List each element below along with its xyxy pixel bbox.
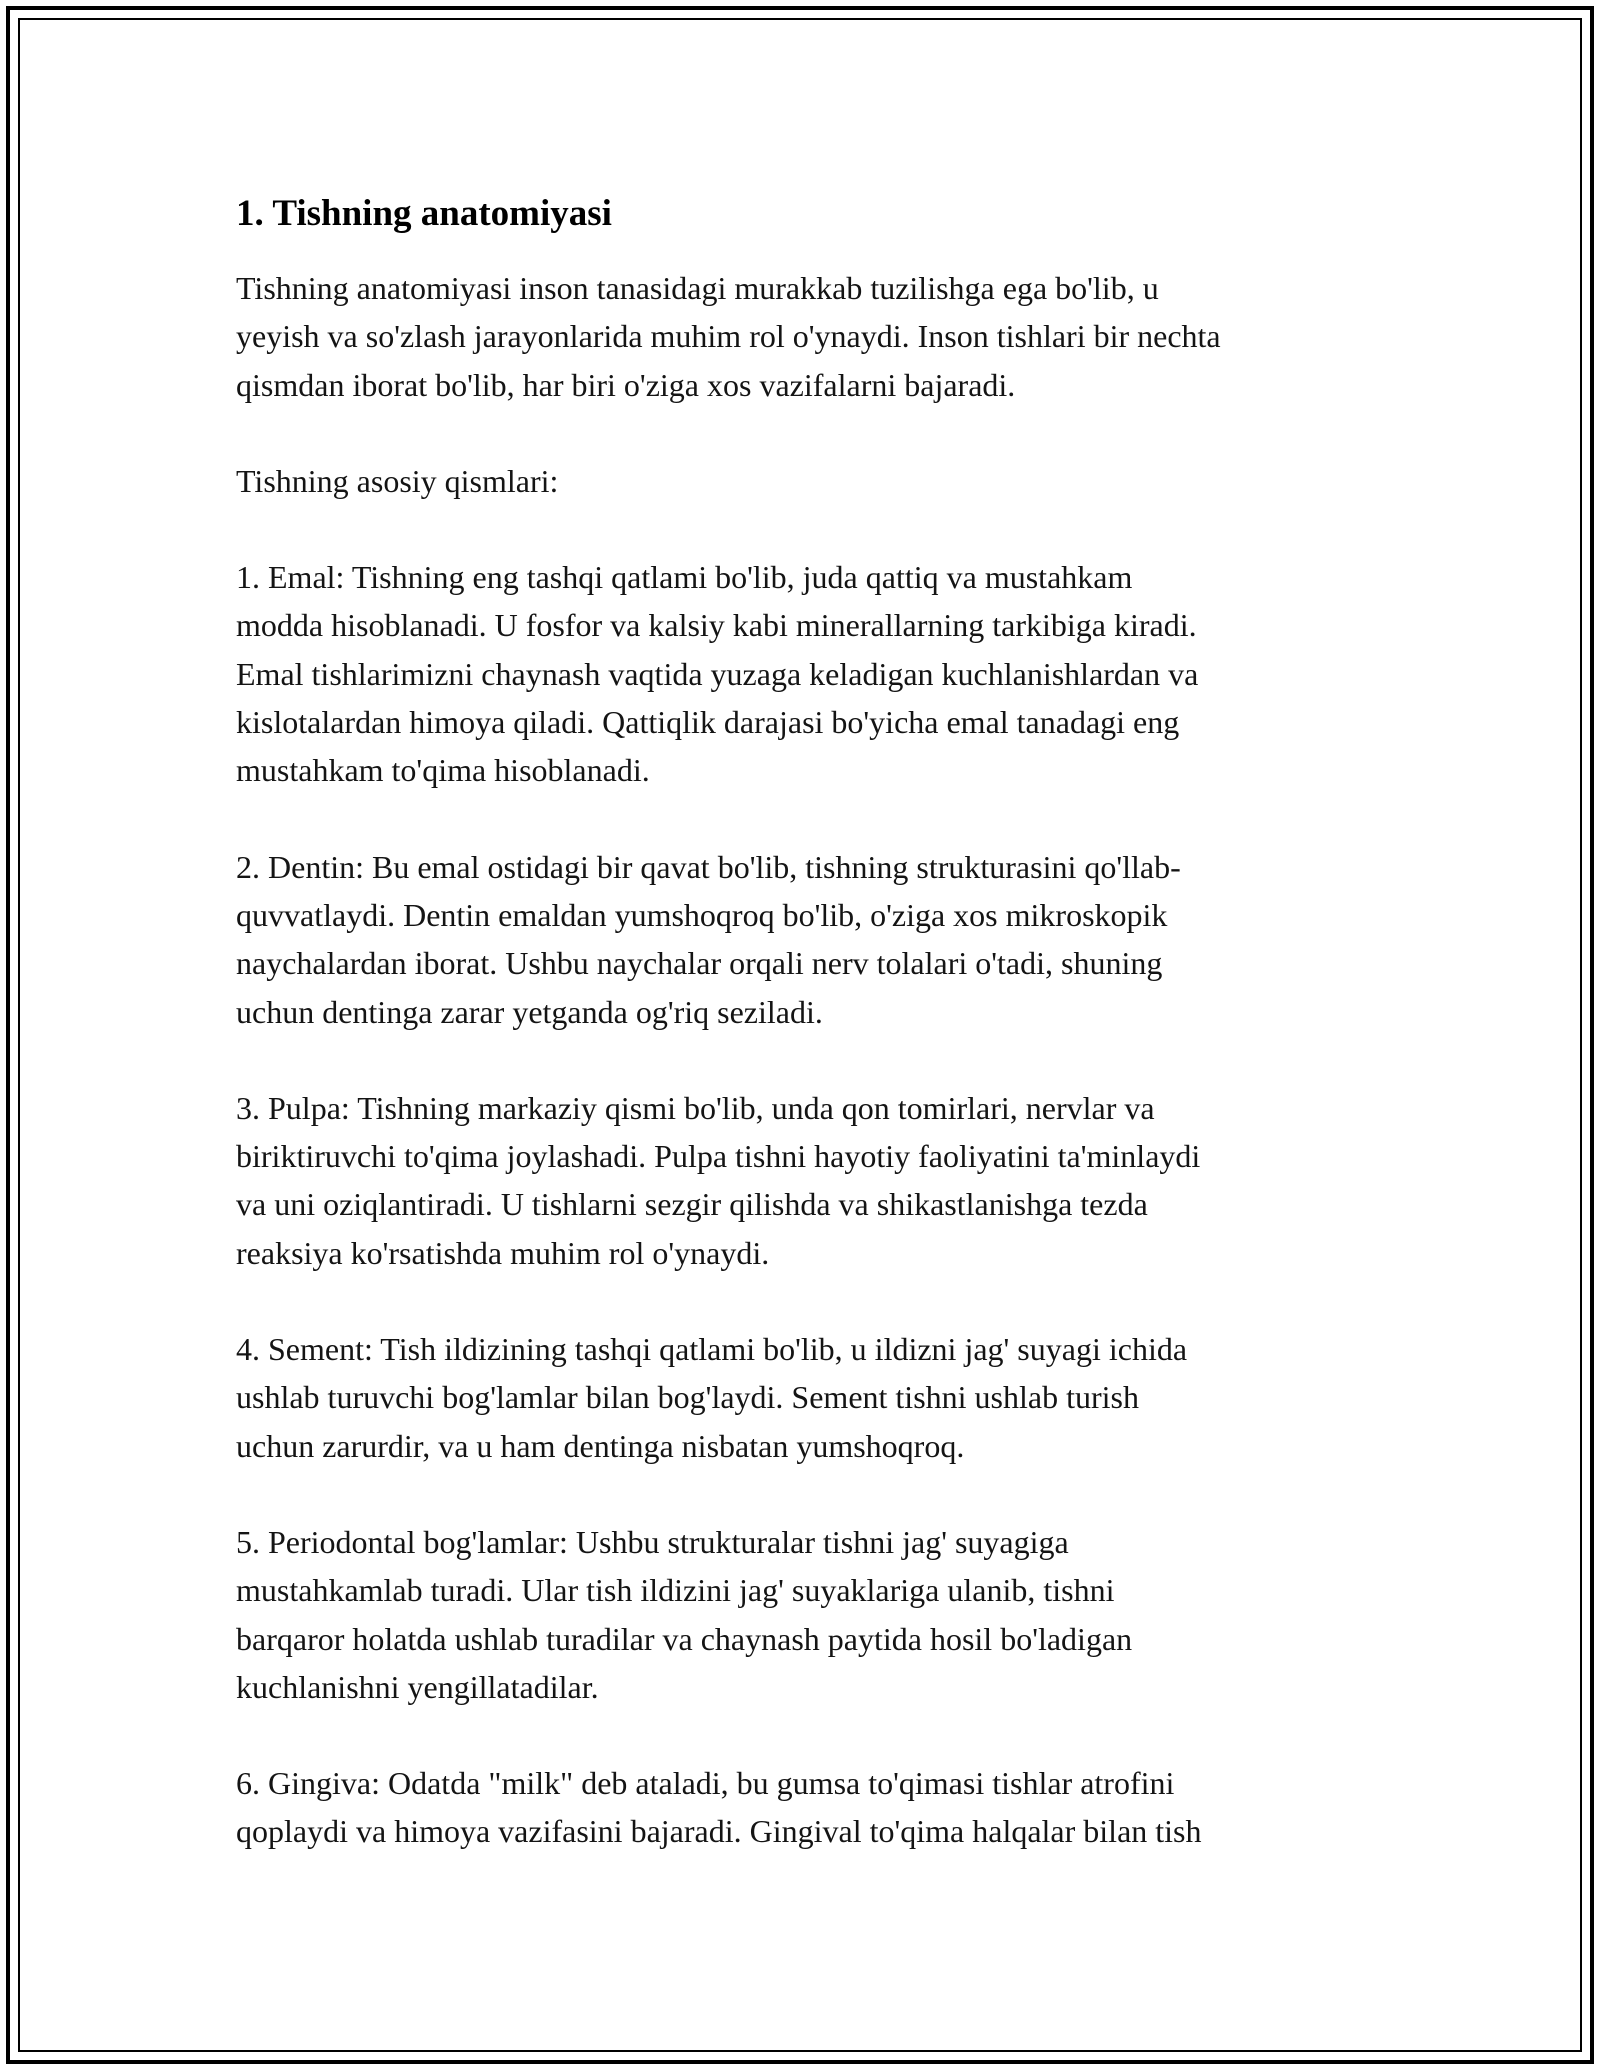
parts-lead-in: Tishning asosiy qismlari: — [236, 462, 559, 499]
item-gingiva: 6. Gingiva: Odatda "milk" deb ataladi, bu gumsa to'qimasi tishlar atrofini qoplaydi va himoya vazifasini bajaradi. Gingival to'qima halqalar bilan tish — [236, 1765, 1202, 1850]
section-heading: 1. Tishning anatomiyasi — [236, 193, 612, 234]
item-sement: 4. Sement: Tish ildizining tashqi qatlami bo'lib, u ildizni jag' suyagi ichida ushlab turuvchi bog'lamlar bilan bog'laydi. Sement tishni ushlab turish uchun zarurdir, va u ham dentinga nisbatan yumshoqroq. — [236, 1331, 1188, 1464]
document-body — [236, 190, 1376, 1856]
item-dentin: 2. Dentin: Bu emal ostidagi bir qavat bo'lib, tishning strukturasini qo'llab- quvvatlaydi. Dentin emaldan yumshoqroq bo'lib, o'ziga xos mikroskopik naychalardan iborat. Ushbu naychalar orqali nerv tolalari o'tadi, shuning uchun dentinga zarar yetganda og'riq seziladi. — [236, 848, 1181, 1030]
intro-paragraph: Tishning anatomiyasi inson tanasidagi murakkab tuzilishga ega bo'lib, u yeyish va so'zlash jarayonlarida muhim rol o'ynaydi. Inson tishlari bir nechta qismdan iborat bo'lib, har biri o'ziga xos vazifalarni bajaradi. — [236, 270, 1221, 403]
item-emal: 1. Emal: Tishning eng tashqi qatlami bo'lib, juda qattiq va mustahkam modda hisoblanadi. U fosfor va kalsiy kabi minerallarning tarkibiga kiradi. Emal tishlarimizni chaynash vaqtida yuzaga keladigan kuchlanishlardan va kislotalardan himoya qiladi. Qattiqlik darajasi bo'yicha emal tanadagi eng mustahkam to'qima hisoblanadi. — [236, 559, 1199, 789]
item-periodontal: 5. Periodontal bog'lamlar: Ushbu strukturalar tishni jag' suyagiga mustahkamlab turadi. Ular tish ildizini jag' suyaklariga ulanib, tishni barqaror holatda ushlab turadilar va chaynash paytida hosil bo'ladigan kuchlanishni yengillatadilar. — [236, 1523, 1133, 1705]
item-pulpa: 3. Pulpa: Tishning markaziy qismi bo'lib, unda qon tomirlari, nervlar va biriktiruvchi to'qima joylashadi. Pulpa tishni hayotiy faoliyatini ta'minlaydi va uni oziqlantiradi. U tishlarni sezgir qilishda va shikastlanishga tezda reaksiya ko'rsatishda muhim rol o'ynaydi. — [236, 1089, 1201, 1271]
